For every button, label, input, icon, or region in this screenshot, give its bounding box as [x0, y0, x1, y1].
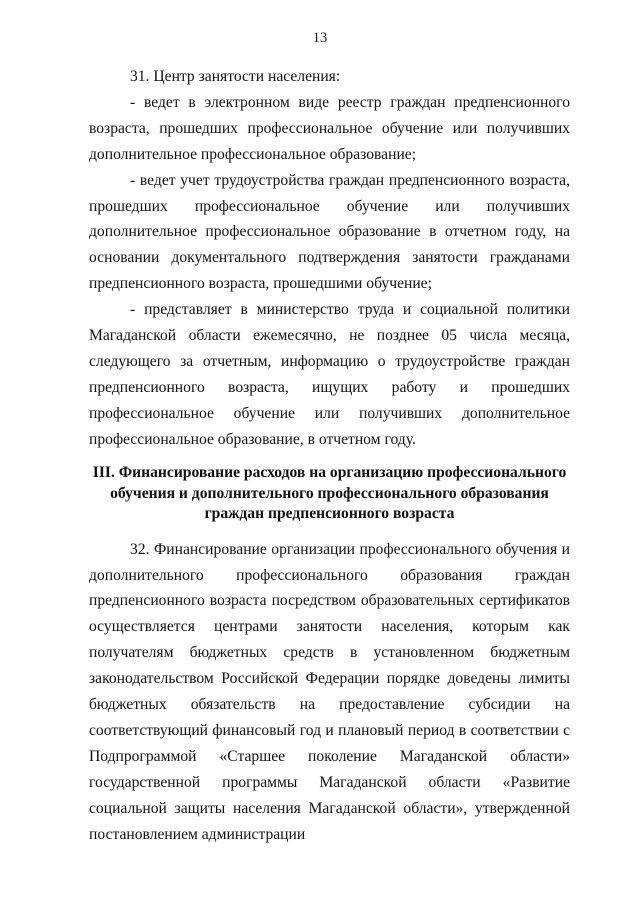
section-3-heading-line-1: III. Финансирование расходов на организацию профессионального	[92, 464, 567, 482]
item-31-heading: 31. Центр занятости населения:	[130, 68, 341, 85]
document-body	[89, 64, 570, 847]
item-31-duty-2: - ведет учет трудоустройства граждан предпенсионного возраста, прошедших профессиональное обучение или получивших дополнительное профессиональное образование в отчетном году, на основании документального подтверждения занятости гражданами предпенсионного возраста, прошедшими обучение;	[89, 171, 570, 293]
item-32-text: 32. Финансирование организации профессионального обучения и дополнительного профессионального образования граждан предпенсионного возраста посредством образовательных сертификатов осуществляется центрами занятости населения, которым как получателям бюджетных средств в установленном бюджетным законодательством Российской Федерации порядке доведены лимиты бюджетных обязательств на предоставление субсидии на соответствующий финансовый год и плановый период в соответствии с Подпрограммой «Старшее поколение Магаданской области» государственной программы Магаданской области «Развитие социальной защиты населения Магаданской области», утвержденной постановлением администрации	[89, 540, 570, 843]
item-31-duty-1: - ведет в электронном виде реестр граждан предпенсионного возраста, прошедших профессиональное обучение или получивших дополнительное профессиональное образование;	[89, 93, 570, 163]
section-3-heading-line-2: обучения и дополнительного профессионального образования	[110, 484, 549, 502]
item-31-duty-3: - представляет в министерство труда и социальной политики Магаданской области ежемесячно, не позднее 05 числа месяца, следующего за отчетным, информацию о трудоустройстве граждан предпенсионного возраста, ищущих работу и прошедших профессиональное обучение или получивших дополнительное профессиональное образование, в отчетном году.	[89, 301, 570, 448]
section-3-heading-line-3: граждан предпенсионного возраста	[204, 505, 455, 523]
page-number: 13	[312, 30, 328, 46]
section-3-heading	[89, 463, 570, 525]
